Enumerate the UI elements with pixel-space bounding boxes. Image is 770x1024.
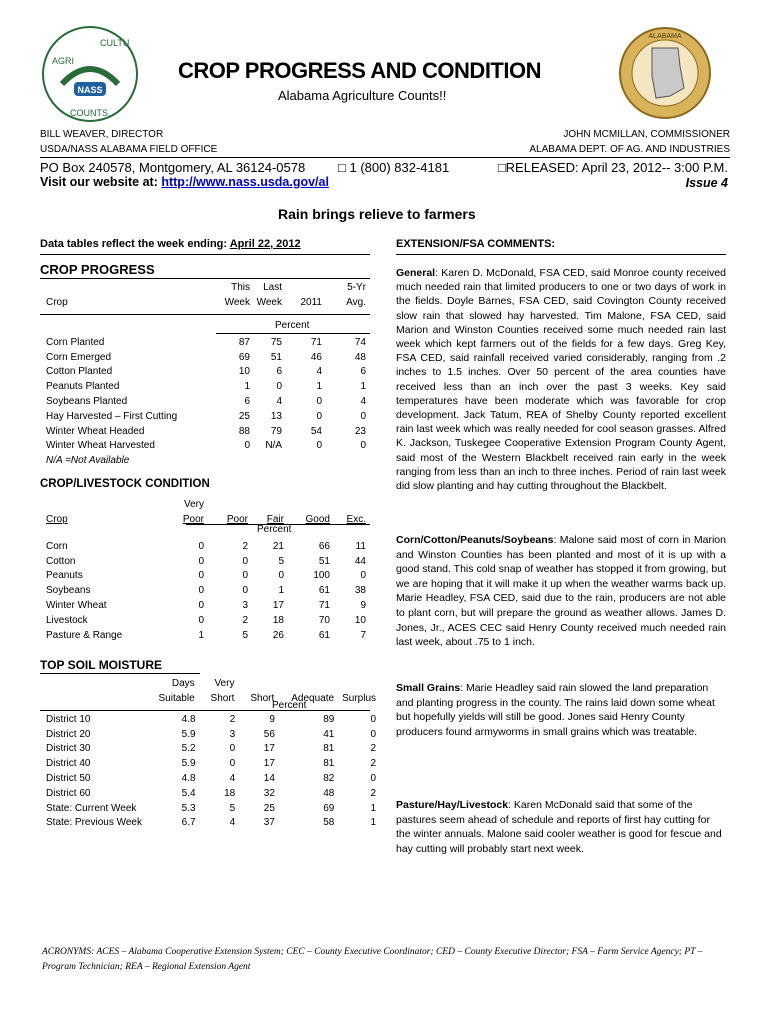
svg-text:AGRI: AGRI bbox=[52, 56, 75, 66]
cell-value: 82 bbox=[323, 773, 335, 785]
soil-row bbox=[46, 712, 376, 727]
row-label: Peanuts Planted bbox=[46, 381, 120, 393]
cell-value: 44 bbox=[354, 555, 366, 567]
condition-row bbox=[46, 598, 366, 613]
comment-general: General: Karen D. McDonald, FSA CED, said Monroe county received much needed rain that limited producers to one or two days of work in the fields. Doyle Barnes, FSA CED, said Covington County received slow rain that slowed hay harvested. Tim Malone, FSA CED, said Marion and Winston Counties received some much needed rain last week which kept farmers out of the fields for a few days. Greg Key, FSA CED, said rainfall received varied considerably, ranging from .2 inches to 1.5 inches. Over 50 percent of the area counties have received less than an inch over the past 3 weeks. Key said temperatures have been moderate which was favorable for crop development. Jack Tatum, REA of Shelby County reported excellent rain last week which was really needed for cool season grasses. Alfred K. Jackson, Tuskegee Cooperative Extension Program County Agent, said most of the Western Blackbelt received rain early in the week ranging from less than an inch to three inches. Period of rain last week did slow planting and hay cutting throughout the Blackbelt. bbox=[396, 267, 726, 493]
cell-value: 13 bbox=[270, 410, 282, 422]
cell-value: 1 bbox=[316, 381, 322, 393]
cell-value: 0 bbox=[198, 570, 204, 582]
cell-value: 2 bbox=[370, 787, 376, 799]
condition-row bbox=[46, 539, 366, 554]
comment-pasture: Pasture/Hay/Livestock: Karen McDonald said that some of the pastures seem ahead of schedule and reports of first hay cutting for the winter annuals. Malone said cooler weather is good for fescue and hay cutting will probably start next week. bbox=[396, 799, 722, 855]
condition-crop-header: Crop bbox=[46, 513, 68, 525]
phone-icon: □ bbox=[338, 160, 346, 175]
cell-value: 5.4 bbox=[181, 787, 196, 799]
cell-value: 69 bbox=[323, 802, 335, 814]
cell-value: 17 bbox=[272, 600, 284, 612]
row-label: Winter Wheat Headed bbox=[46, 425, 145, 437]
crop-progress-row bbox=[46, 335, 366, 350]
cell-value: 1 bbox=[370, 817, 376, 829]
condition-title: CROP/LIVESTOCK CONDITION bbox=[40, 478, 210, 490]
phone: □ 1 (800) 832-4181 bbox=[338, 160, 450, 175]
cell-value: 46 bbox=[310, 351, 322, 363]
cell-value: 6 bbox=[244, 396, 250, 408]
cell-value: 23 bbox=[354, 425, 366, 437]
cell-value: 75 bbox=[270, 336, 282, 348]
row-label: Cotton Planted bbox=[46, 366, 113, 378]
condition-row bbox=[46, 628, 366, 643]
cell-value: 0 bbox=[316, 410, 322, 422]
cell-value: 32 bbox=[263, 787, 275, 799]
acronyms-footer: ACRONYMS: ACES – Alabama Cooperative Extension System; CEC – County Executive Coordinator; CED – County Executive Director; FSA – Farm Service Agency; PT – Program Technician; REA – Regional Extension Agent bbox=[42, 947, 703, 972]
director-block bbox=[40, 127, 217, 157]
crop-progress-row bbox=[46, 394, 366, 409]
cell-value: 3 bbox=[229, 728, 236, 740]
soil-unit: Percent bbox=[272, 700, 307, 711]
cell-value: 66 bbox=[318, 540, 330, 552]
cell-value: 5 bbox=[229, 802, 236, 814]
na-note: N/A =Not Available bbox=[46, 455, 130, 466]
cell-value: 4 bbox=[229, 817, 236, 829]
cell-value: 18 bbox=[224, 787, 236, 799]
condition-row bbox=[46, 613, 366, 628]
cell-value: 79 bbox=[270, 425, 282, 437]
cell-value: 2 bbox=[229, 713, 236, 725]
cell-value: 0 bbox=[229, 743, 236, 755]
cell-value: 17 bbox=[263, 758, 275, 770]
release-date: □RELEASED: April 23, 2012-- 3:00 P.M. bbox=[497, 160, 728, 175]
cell-value: 1 bbox=[278, 585, 284, 597]
soil-row bbox=[46, 742, 376, 757]
cell-value: 87 bbox=[238, 336, 250, 348]
soil-row bbox=[46, 801, 376, 816]
checkbox-icon: □ bbox=[497, 160, 506, 175]
condition-row bbox=[46, 554, 366, 569]
cell-value: 5.2 bbox=[181, 743, 196, 755]
cell-value: 10 bbox=[238, 366, 250, 378]
condition-unit: Percent bbox=[257, 524, 292, 535]
cell-value: 11 bbox=[355, 540, 366, 552]
svg-text:CULTU: CULTU bbox=[100, 38, 130, 48]
crop-progress-row bbox=[46, 424, 366, 439]
cell-value: 0 bbox=[360, 570, 366, 582]
crop-progress-row bbox=[46, 409, 366, 424]
condition-row bbox=[46, 569, 366, 584]
row-label: Livestock bbox=[46, 614, 88, 626]
website-line bbox=[40, 175, 329, 189]
cell-value: 21 bbox=[272, 540, 284, 552]
cell-value: 38 bbox=[354, 585, 366, 597]
website-label: Visit our website at: bbox=[40, 175, 158, 189]
cell-value: 0 bbox=[276, 381, 282, 393]
cell-value: 0 bbox=[244, 440, 250, 452]
svg-text:ALABAMA: ALABAMA bbox=[648, 33, 682, 40]
week-ending: Data tables reflect the week ending: April 22, 2012 bbox=[40, 238, 301, 250]
cell-value: 18 bbox=[272, 614, 284, 626]
svg-text:COUNTS: COUNTS bbox=[70, 108, 108, 118]
cell-value: 3 bbox=[242, 600, 248, 612]
cell-value: 1 bbox=[360, 381, 366, 393]
report-subtitle: Alabama Agriculture Counts!! bbox=[278, 88, 447, 103]
website-link[interactable]: http://www.nass.usda.gov/al bbox=[161, 175, 329, 189]
row-label: Soybeans bbox=[46, 585, 91, 597]
cell-value: 1 bbox=[198, 629, 204, 641]
crop-progress-table: This Last 5-Yr Crop Week Week 2011 Avg. bbox=[46, 281, 366, 308]
cell-value: 0 bbox=[360, 440, 366, 452]
cell-value: 25 bbox=[263, 802, 275, 814]
cell-value: 2 bbox=[242, 540, 248, 552]
commissioner-office: ALABAMA DEPT. OF AG. AND INDUSTRIES bbox=[529, 144, 730, 155]
condition-row bbox=[46, 583, 366, 598]
row-label: District 30 bbox=[46, 743, 91, 755]
cell-value: 89 bbox=[323, 713, 335, 725]
row-label: Winter Wheat Harvested bbox=[46, 440, 155, 452]
row-label: Cotton bbox=[46, 555, 76, 567]
row-label: Pasture & Range bbox=[46, 629, 123, 641]
cell-value: 4.8 bbox=[181, 773, 196, 785]
cell-value: 0 bbox=[198, 540, 204, 552]
cell-value: 14 bbox=[263, 773, 275, 785]
cell-value: 0 bbox=[242, 570, 248, 582]
issue-number: Issue 4 bbox=[685, 176, 728, 190]
cell-value: 81 bbox=[323, 758, 335, 770]
cell-value: 54 bbox=[310, 425, 322, 437]
cell-value: 5 bbox=[278, 555, 284, 567]
cell-value: 0 bbox=[316, 440, 322, 452]
cell-value: 4 bbox=[229, 773, 236, 785]
cell-value: 0 bbox=[198, 614, 204, 626]
cell-value: 6.7 bbox=[181, 817, 196, 829]
soil-title: TOP SOIL MOISTURE bbox=[40, 658, 163, 672]
row-label: Corn Emerged bbox=[46, 351, 112, 363]
cell-value: 5.9 bbox=[181, 758, 196, 770]
cell-value: 48 bbox=[323, 787, 335, 799]
cell-value: 2 bbox=[370, 743, 376, 755]
soil-row bbox=[46, 786, 376, 801]
cell-value: 2 bbox=[370, 758, 376, 770]
cell-value: 0 bbox=[278, 570, 284, 582]
cell-value: 17 bbox=[263, 743, 275, 755]
cell-value: 26 bbox=[272, 629, 284, 641]
row-label: State: Current Week bbox=[46, 802, 137, 814]
cell-value: 100 bbox=[313, 570, 330, 582]
soil-row bbox=[46, 816, 376, 831]
cell-value: 6 bbox=[360, 366, 366, 378]
cell-value: 0 bbox=[316, 396, 322, 408]
cell-value: 88 bbox=[238, 425, 250, 437]
cell-value: 5 bbox=[242, 629, 248, 641]
cell-value: 74 bbox=[354, 336, 366, 348]
cell-value: 25 bbox=[238, 410, 250, 422]
cell-value: 0 bbox=[370, 728, 376, 740]
row-label: Soybeans Planted bbox=[46, 396, 128, 408]
row-label: Peanuts bbox=[46, 570, 83, 582]
cell-value: 0 bbox=[198, 585, 204, 597]
address: PO Box 240578, Montgomery, AL 36124-0578 bbox=[40, 160, 306, 175]
row-label: District 10 bbox=[46, 713, 91, 725]
crop-progress-row bbox=[46, 439, 366, 454]
cell-value: 61 bbox=[318, 585, 330, 597]
row-label: District 50 bbox=[46, 773, 91, 785]
soil-row bbox=[46, 727, 376, 742]
cell-value: 9 bbox=[360, 600, 366, 612]
cell-value: 4 bbox=[316, 366, 322, 378]
cell-value: 71 bbox=[318, 600, 330, 612]
cell-value: N/A bbox=[265, 440, 282, 452]
cell-value: 0 bbox=[242, 585, 248, 597]
soil-row bbox=[46, 771, 376, 786]
crop-progress-title: CROP PROGRESS bbox=[40, 262, 155, 277]
crop-progress-row bbox=[46, 350, 366, 365]
row-label: District 40 bbox=[46, 758, 91, 770]
director-office: USDA/NASS ALABAMA FIELD OFFICE bbox=[40, 144, 218, 155]
cell-value: 10 bbox=[354, 614, 366, 626]
commissioner-block bbox=[529, 127, 730, 157]
svg-text:NASS: NASS bbox=[77, 85, 103, 95]
cell-value: 1 bbox=[244, 381, 250, 393]
crop-progress-unit: Percent bbox=[275, 320, 310, 331]
cell-value: 5.9 bbox=[181, 728, 196, 740]
cell-value: 5.3 bbox=[181, 802, 196, 814]
cell-value: 0 bbox=[360, 410, 366, 422]
crop-progress-row bbox=[46, 365, 366, 380]
row-label: Winter Wheat bbox=[46, 600, 107, 612]
cell-value: 6 bbox=[276, 366, 282, 378]
comment-row-crops: Corn/Cotton/Peanuts/Soybeans: Malone said most of corn in Marion and Winston Counties has been planted and most of it is up with a good stand. This cold snap of weather has stopped it from growing, but we are hoping that it will make it up when the weather warms back up. Marie Headley, FSA CED, said due to the rain, producers are not able to plant corn, but will prepare the ground as weather allows. James D. Jones, Jr., ACES CEC said Henry County received much needed rain last week, about .75 to 1 inch. bbox=[396, 534, 726, 649]
cell-value: 1 bbox=[370, 802, 376, 814]
crop-column-header: Crop bbox=[46, 296, 68, 308]
cell-value: 0 bbox=[370, 713, 376, 725]
comments-title: EXTENSION/FSA COMMENTS: bbox=[396, 238, 556, 250]
cell-value: 71 bbox=[310, 336, 322, 348]
cell-value: 41 bbox=[323, 728, 335, 740]
cell-value: 0 bbox=[198, 600, 204, 612]
cell-value: 61 bbox=[318, 629, 330, 641]
director-name: BILL WEAVER, DIRECTOR bbox=[40, 129, 164, 140]
row-label: District 20 bbox=[46, 728, 91, 740]
headline: Rain brings relieve to farmers bbox=[278, 206, 476, 222]
cell-value: 0 bbox=[370, 773, 376, 785]
commissioner-name: JOHN MCMILLAN, COMMISSIONER bbox=[563, 129, 730, 140]
crop-progress-row bbox=[46, 379, 366, 394]
cell-value: 4 bbox=[276, 396, 282, 408]
cell-value: 37 bbox=[263, 817, 275, 829]
cell-value: 70 bbox=[318, 614, 330, 626]
alabama-agriculture-seal bbox=[618, 26, 712, 120]
row-label: Corn Planted bbox=[46, 336, 105, 348]
row-label: Corn bbox=[46, 540, 68, 552]
cell-value: 0 bbox=[229, 758, 236, 770]
cell-value: 48 bbox=[354, 351, 366, 363]
cell-value: 51 bbox=[270, 351, 282, 363]
row-label: Hay Harvested – First Cutting bbox=[46, 410, 178, 422]
cell-value: 51 bbox=[318, 555, 330, 567]
row-label: State: Previous Week bbox=[46, 817, 142, 829]
comment-small-grains: Small Grains: Marie Headley said rain slowed the land preparation and planting progress in the county. The rains laid down some wheat but hopefully yields will still be good. Jones said Henry County producers found armyworms in small grains which was treatable. bbox=[396, 682, 715, 738]
cell-value: 0 bbox=[242, 555, 248, 567]
row-label: District 60 bbox=[46, 787, 91, 799]
cell-value: 9 bbox=[269, 713, 275, 725]
cell-value: 0 bbox=[198, 555, 204, 567]
cell-value: 4.8 bbox=[181, 713, 196, 725]
cell-value: 81 bbox=[323, 743, 335, 755]
cell-value: 2 bbox=[242, 614, 248, 626]
cell-value: 58 bbox=[323, 817, 335, 829]
cell-value: 69 bbox=[238, 351, 250, 363]
cell-value: 7 bbox=[360, 629, 366, 641]
cell-value: 4 bbox=[360, 396, 366, 408]
soil-row bbox=[46, 756, 376, 771]
nass-logo bbox=[40, 24, 140, 124]
cell-value: 56 bbox=[263, 728, 275, 740]
report-title: CROP PROGRESS AND CONDITION bbox=[178, 58, 541, 83]
